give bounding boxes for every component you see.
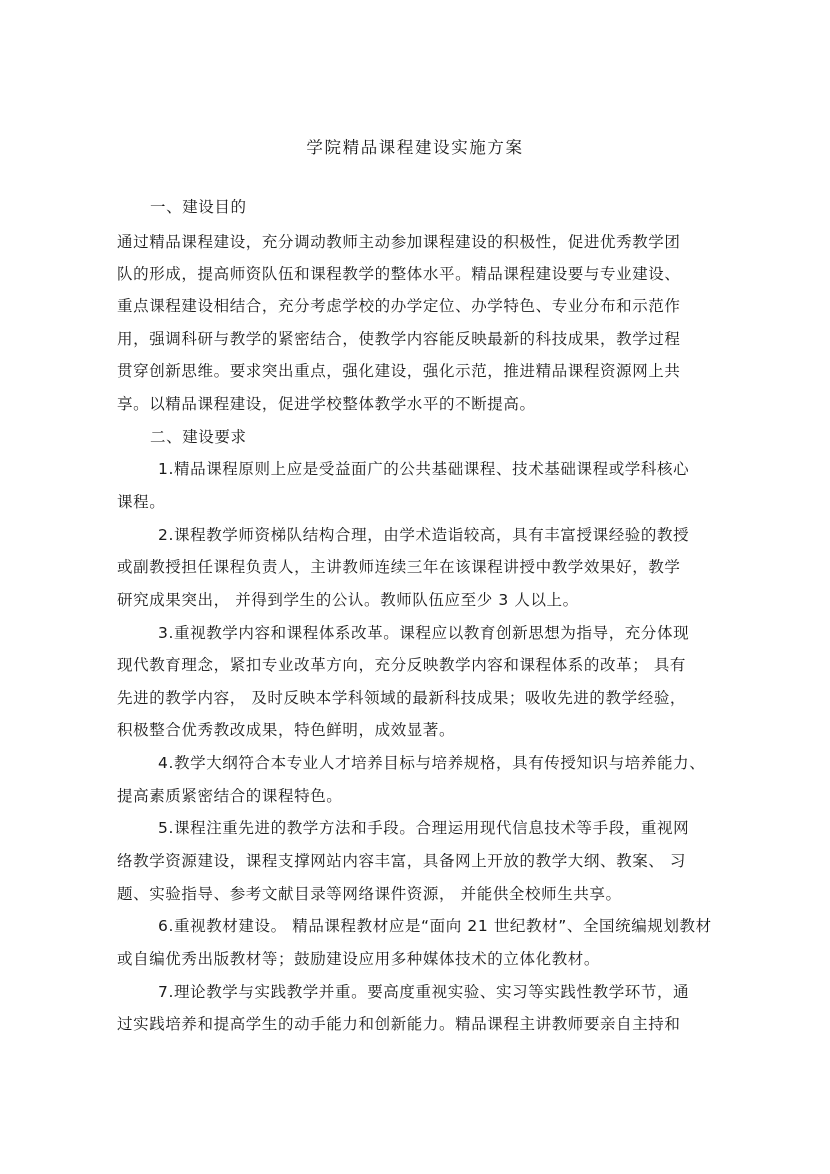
paragraph-line: 题、实验指导、参考文献目录等网络课件资源， 并能供全校师生共享。 bbox=[117, 885, 622, 903]
paragraph-line: 用，强调科研与教学的紧密结合，使教学内容能反映最新的科技成果，教学过程 bbox=[117, 330, 681, 348]
paragraph-line: 或自编优秀出版教材等；鼓励建设应用多种媒体技术的立体化教材。 bbox=[117, 950, 601, 968]
document-title: 学院精品课程建设实施方案 bbox=[306, 138, 524, 157]
paragraph-line: 4.教学大纲符合本专业人才培养目标与培养规格，具有传授知识与培养能力、 bbox=[158, 754, 706, 772]
paragraph-line: 享。以精品课程建设，促进学校整体教学水平的不断提高。 bbox=[117, 395, 536, 413]
paragraph-line: 课程。 bbox=[117, 493, 166, 511]
section-heading: 二、建设要求 bbox=[150, 428, 247, 446]
paragraph-line: 5.课程注重先进的教学方法和手段。合理运用现代信息技术等手段，重视网 bbox=[158, 819, 690, 837]
paragraph-line: 重点课程建设相结合，充分考虑学校的办学定位、办学特色、专业分布和示范作 bbox=[117, 297, 681, 315]
paragraph-line: 3.重视教学内容和课程体系改革。课程应以教育创新思想为指导，充分体现 bbox=[158, 624, 690, 642]
paragraph-line: 过实践培养和提高学生的动手能力和创新能力。精品课程主讲教师要亲自主持和 bbox=[117, 1015, 681, 1033]
paragraph-line: 提高素质紧密结合的课程特色。 bbox=[117, 787, 343, 805]
paragraph-line: 络教学资源建设，课程支撑网站内容丰富，具备网上开放的教学大纲、教案、 习 bbox=[117, 852, 687, 870]
paragraph-line: 通过精品课程建设，充分调动教师主动参加课程建设的积极性，促进优秀教学团 bbox=[117, 233, 681, 251]
paragraph-line: 先进的教学内容， 及时反映本学科领域的最新科技成果；吸收先进的教学经验， bbox=[117, 689, 687, 707]
paragraph-line: 队的形成，提高师资队伍和课程教学的整体水平。精品课程建设要与专业建设、 bbox=[117, 265, 681, 283]
paragraph-line: 现代教育理念，紧扣专业改革方向，充分反映教学内容和课程体系的改革； 具有 bbox=[117, 656, 687, 674]
paragraph-line: 或副教授担任课程负责人，主讲教师连续三年在该课程讲授中教学效果好，教学 bbox=[117, 558, 681, 576]
section-heading: 一、建设目的 bbox=[150, 198, 247, 216]
paragraph-line: 研究成果突出， 并得到学生的公认。教师队伍应至少 3 人以上。 bbox=[117, 591, 579, 609]
paragraph-line: 6.重视教材建设。 精品课程教材应是“面向 21 世纪教材”、全国统编规划教材 bbox=[158, 917, 712, 935]
paragraph-line: 7.理论教学与实践教学并重。要高度重视实验、实习等实践性教学环节，通 bbox=[158, 983, 690, 1001]
paragraph-line: 1.精品课程原则上应是受益面广的公共基础课程、技术基础课程或学科核心 bbox=[158, 460, 690, 478]
paragraph-line: 2.课程教学师资梯队结构合理，由学术造诣较高，具有丰富授课经验的教授 bbox=[158, 526, 690, 544]
paragraph-line: 积极整合优秀教改成果，特色鲜明，成效显著。 bbox=[117, 721, 456, 739]
paragraph-line: 贯穿创新思维。要求突出重点，强化建设，强化示范，推进精品课程资源网上共 bbox=[117, 362, 681, 380]
